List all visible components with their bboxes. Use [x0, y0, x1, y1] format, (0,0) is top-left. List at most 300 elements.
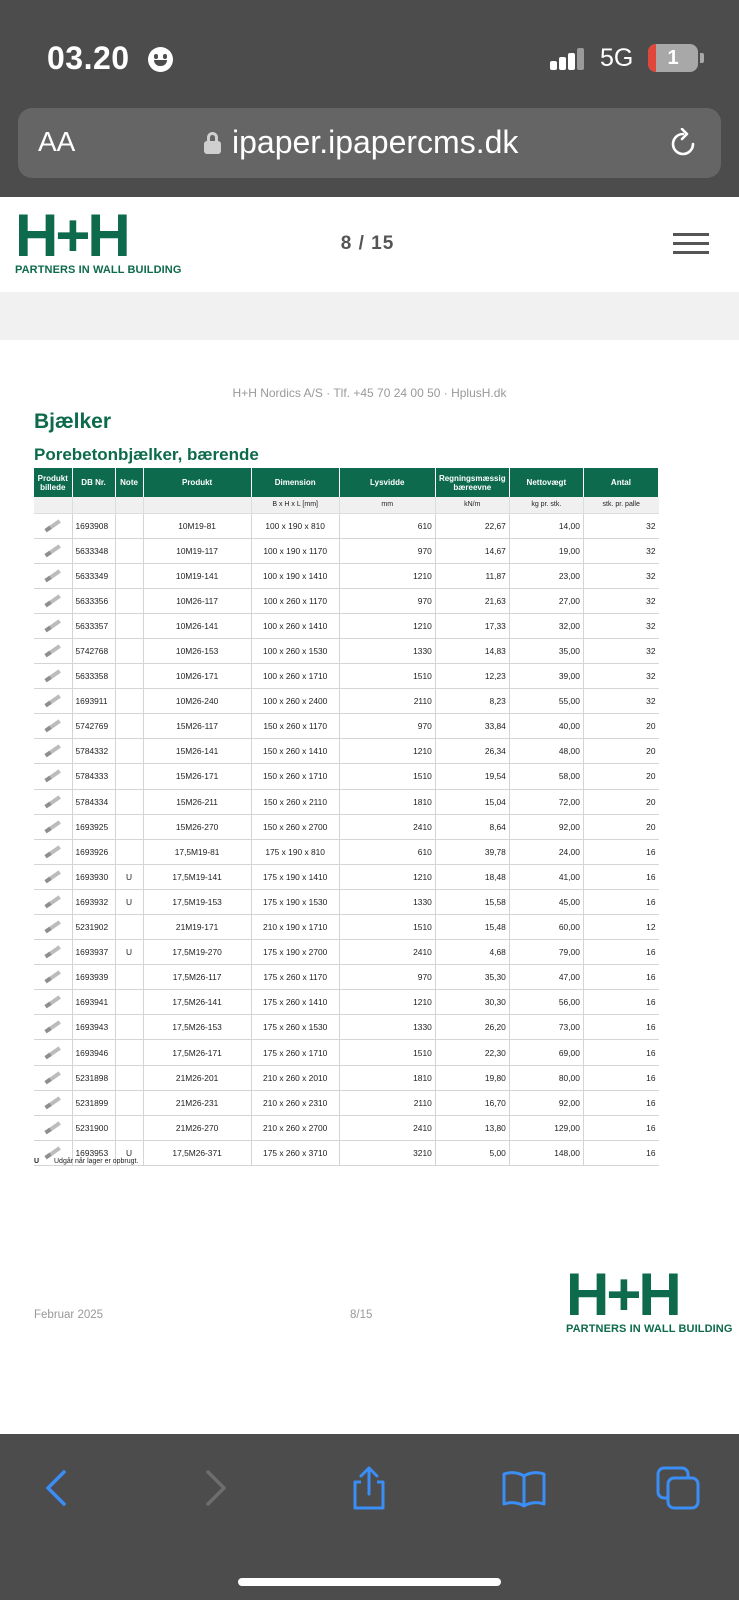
note-cell [115, 638, 143, 663]
table-row [34, 664, 659, 689]
quantity-cell: 32 [583, 513, 658, 538]
capacity-cell: 15,48 [435, 915, 509, 940]
battery-tip [700, 53, 704, 63]
hh-logo[interactable] [15, 202, 182, 276]
note-cell [115, 839, 143, 864]
capacity-cell: 39,78 [435, 839, 509, 864]
db-number-cell: 1693932 [72, 889, 115, 914]
unit-cell [115, 497, 143, 513]
table-row [34, 613, 659, 638]
dimension-cell: 175 x 190 x 1410 [251, 864, 339, 889]
product-image-cell [34, 764, 72, 789]
db-number-cell: 5231902 [72, 915, 115, 940]
quantity-cell: 20 [583, 714, 658, 739]
viewer-gap [0, 292, 739, 340]
dimension-cell: 150 x 260 x 2110 [251, 789, 339, 814]
dimension-cell: 175 x 260 x 1170 [251, 965, 339, 990]
product-cell: 15M26-171 [143, 764, 251, 789]
quantity-cell: 32 [583, 538, 658, 563]
product-image-cell [34, 864, 72, 889]
capacity-cell: 30,30 [435, 990, 509, 1015]
text-size-button[interactable]: AA [38, 126, 76, 157]
product-cell: 10M26-141 [143, 613, 251, 638]
capacity-cell: 19,54 [435, 764, 509, 789]
quantity-cell: 16 [583, 889, 658, 914]
footer-date: Februar 2025 [34, 1309, 104, 1321]
beam-thumbnail-icon [45, 544, 61, 556]
db-number-cell: 1693926 [72, 839, 115, 864]
span-cell: 1330 [339, 889, 435, 914]
table-row [34, 538, 659, 563]
dimension-cell: 100 x 190 x 810 [251, 513, 339, 538]
table-row [34, 1065, 659, 1090]
product-cell: 15M26-117 [143, 714, 251, 739]
span-cell: 610 [339, 839, 435, 864]
product-image-cell [34, 689, 72, 714]
quantity-cell: 16 [583, 839, 658, 864]
capacity-cell: 33,84 [435, 714, 509, 739]
focus-face-icon [148, 47, 173, 72]
dimension-cell: 100 x 260 x 1710 [251, 664, 339, 689]
dimension-cell: 210 x 260 x 2310 [251, 1090, 339, 1115]
weight-cell: 92,00 [509, 1090, 583, 1115]
quantity-cell: 16 [583, 1015, 658, 1040]
db-number-cell: 5231900 [72, 1115, 115, 1140]
network-type: 5G [600, 44, 634, 72]
dimension-cell: 210 x 260 x 2700 [251, 1115, 339, 1140]
product-cell: 10M26-117 [143, 588, 251, 613]
table-row [34, 513, 659, 538]
unit-cell [34, 497, 72, 513]
table-row [34, 739, 659, 764]
dimension-cell: 150 x 260 x 2700 [251, 814, 339, 839]
span-cell: 1210 [339, 739, 435, 764]
weight-cell: 55,00 [509, 689, 583, 714]
product-cell: 10M26-153 [143, 638, 251, 663]
note-cell [115, 1065, 143, 1090]
beam-thumbnail-icon [45, 519, 61, 531]
product-image-cell [34, 538, 72, 563]
share-icon[interactable] [347, 1466, 391, 1510]
products-table [34, 468, 659, 1166]
dimension-cell: 150 x 260 x 1710 [251, 764, 339, 789]
span-cell: 3210 [339, 1140, 435, 1165]
beam-thumbnail-icon [45, 820, 61, 832]
span-cell: 1510 [339, 915, 435, 940]
product-image-cell [34, 889, 72, 914]
note-cell [115, 563, 143, 588]
table-row [34, 1015, 659, 1040]
db-number-cell: 1693925 [72, 814, 115, 839]
beam-thumbnail-icon [45, 1096, 61, 1108]
beam-thumbnail-icon [45, 845, 61, 857]
weight-cell: 69,00 [509, 1040, 583, 1065]
footer-logo [566, 1261, 733, 1335]
table-row [34, 689, 659, 714]
battery-icon [648, 44, 698, 72]
span-cell: 1210 [339, 990, 435, 1015]
footer-page: 8/15 [350, 1309, 373, 1321]
dimension-cell: 100 x 260 x 2400 [251, 689, 339, 714]
beam-thumbnail-icon [45, 594, 61, 606]
table-body [34, 513, 659, 1165]
quantity-cell: 16 [583, 864, 658, 889]
capacity-cell: 22,67 [435, 513, 509, 538]
dimension-cell: 175 x 190 x 1530 [251, 889, 339, 914]
capacity-cell: 16,70 [435, 1090, 509, 1115]
dimension-cell: 210 x 190 x 1710 [251, 915, 339, 940]
dimension-cell: 175 x 260 x 1530 [251, 1015, 339, 1040]
page-indicator: 8 / 15 [340, 233, 395, 254]
table-row [34, 789, 659, 814]
db-number-cell: 5784333 [72, 764, 115, 789]
beam-thumbnail-icon [45, 870, 61, 882]
contact-line: H+H Nordics A/S · Tlf. +45 70 24 00 50 · HplusH.dk [232, 386, 507, 400]
product-image-cell [34, 915, 72, 940]
product-image-cell [34, 638, 72, 663]
dimension-cell: 210 x 260 x 2010 [251, 1065, 339, 1090]
unit-cell [143, 497, 251, 513]
db-number-cell: 1693941 [72, 990, 115, 1015]
hamburger-menu-icon[interactable] [673, 233, 709, 255]
quantity-cell: 16 [583, 965, 658, 990]
capacity-cell: 22,30 [435, 1040, 509, 1065]
weight-cell: 24,00 [509, 839, 583, 864]
weight-cell: 58,00 [509, 764, 583, 789]
unit-cell: mm [339, 497, 435, 513]
note-cell [115, 1090, 143, 1115]
weight-cell: 72,00 [509, 789, 583, 814]
home-indicator [238, 1578, 501, 1586]
weight-cell: 47,00 [509, 965, 583, 990]
unit-cell: stk. pr. palle [583, 497, 658, 513]
product-image-cell [34, 563, 72, 588]
span-cell: 1330 [339, 638, 435, 663]
dimension-cell: 100 x 260 x 1170 [251, 588, 339, 613]
note-cell: U [115, 940, 143, 965]
product-cell: 17,5M26-117 [143, 965, 251, 990]
dimension-cell: 150 x 260 x 1170 [251, 714, 339, 739]
weight-cell: 79,00 [509, 940, 583, 965]
db-number-cell: 5231898 [72, 1065, 115, 1090]
note-cell [115, 1015, 143, 1040]
product-image-cell [34, 990, 72, 1015]
product-cell: 17,5M26-153 [143, 1015, 251, 1040]
weight-cell: 14,00 [509, 513, 583, 538]
beam-thumbnail-icon [45, 1046, 61, 1058]
weight-cell: 45,00 [509, 889, 583, 914]
capacity-cell: 17,33 [435, 613, 509, 638]
note-cell [115, 990, 143, 1015]
capacity-cell: 26,34 [435, 739, 509, 764]
table-row [34, 638, 659, 663]
beam-thumbnail-icon [45, 569, 61, 581]
weight-cell: 92,00 [509, 814, 583, 839]
col-header-weight: Nettovægt [509, 468, 583, 497]
db-number-cell: 1693946 [72, 1040, 115, 1065]
table-units-row [34, 497, 659, 513]
quantity-cell: 16 [583, 940, 658, 965]
product-image-cell [34, 940, 72, 965]
quantity-cell: 32 [583, 563, 658, 588]
product-image-cell [34, 789, 72, 814]
product-cell: 17,5M19-153 [143, 889, 251, 914]
db-number-cell: 1693953 [72, 1140, 115, 1165]
db-number-cell: 5633349 [72, 563, 115, 588]
col-header-product: Produkt [143, 468, 251, 497]
note-cell [115, 538, 143, 563]
quantity-cell: 16 [583, 1040, 658, 1065]
product-image-cell [34, 1090, 72, 1115]
capacity-cell: 5,00 [435, 1140, 509, 1165]
col-header-note: Note [115, 468, 143, 497]
beam-thumbnail-icon [45, 1146, 61, 1158]
capacity-cell: 19,80 [435, 1065, 509, 1090]
quantity-cell: 32 [583, 689, 658, 714]
weight-cell: 41,00 [509, 864, 583, 889]
table-row [34, 889, 659, 914]
quantity-cell: 16 [583, 1140, 658, 1165]
capacity-cell: 14,67 [435, 538, 509, 563]
document-page [0, 340, 739, 1434]
table-row [34, 588, 659, 613]
weight-cell: 129,00 [509, 1115, 583, 1140]
span-cell: 1210 [339, 864, 435, 889]
capacity-cell: 15,04 [435, 789, 509, 814]
table-row [34, 714, 659, 739]
quantity-cell: 16 [583, 990, 658, 1015]
beam-thumbnail-icon [45, 1071, 61, 1083]
product-image-cell [34, 739, 72, 764]
url-text[interactable]: ipaper.ipapercms.dk [232, 124, 519, 160]
capacity-cell: 18,48 [435, 864, 509, 889]
db-number-cell: 5633357 [72, 613, 115, 638]
span-cell: 1210 [339, 613, 435, 638]
url-field[interactable] [18, 108, 721, 178]
span-cell: 1510 [339, 1040, 435, 1065]
table-row [34, 990, 659, 1015]
db-number-cell: 1693937 [72, 940, 115, 965]
weight-cell: 35,00 [509, 638, 583, 663]
product-cell: 15M26-141 [143, 739, 251, 764]
span-cell: 1810 [339, 789, 435, 814]
table-row [34, 864, 659, 889]
table-row [34, 563, 659, 588]
span-cell: 1330 [339, 1015, 435, 1040]
table-row [34, 1040, 659, 1065]
capacity-cell: 13,80 [435, 1115, 509, 1140]
browser-toolbar [0, 1434, 739, 1600]
quantity-cell: 32 [583, 613, 658, 638]
weight-cell: 148,00 [509, 1140, 583, 1165]
col-header-quantity: Antal [583, 468, 658, 497]
col-header-span: Lysvidde [339, 468, 435, 497]
capacity-cell: 12,23 [435, 664, 509, 689]
footer-logo-mark: H+H [566, 1261, 679, 1328]
dimension-cell: 175 x 260 x 1410 [251, 990, 339, 1015]
beam-thumbnail-icon [45, 945, 61, 957]
product-image-cell [34, 588, 72, 613]
note-cell [115, 814, 143, 839]
product-cell: 21M26-231 [143, 1090, 251, 1115]
quantity-cell: 20 [583, 789, 658, 814]
beam-thumbnail-icon [45, 644, 61, 656]
dimension-cell: 175 x 260 x 1710 [251, 1040, 339, 1065]
product-image-cell [34, 513, 72, 538]
note-cell [115, 764, 143, 789]
note-cell [115, 739, 143, 764]
capacity-cell: 14,83 [435, 638, 509, 663]
note-cell [115, 915, 143, 940]
db-number-cell: 1693939 [72, 965, 115, 990]
weight-cell: 23,00 [509, 563, 583, 588]
product-cell: 15M26-270 [143, 814, 251, 839]
col-header-image: Produkt billede [34, 468, 72, 497]
product-cell: 21M19-171 [143, 915, 251, 940]
db-number-cell: 5742769 [72, 714, 115, 739]
db-number-cell: 5633356 [72, 588, 115, 613]
span-cell: 1510 [339, 664, 435, 689]
dimension-cell: 100 x 190 x 1170 [251, 538, 339, 563]
battery-level: 1 [667, 47, 679, 69]
bookmarks-icon[interactable] [502, 1466, 546, 1510]
table-row [34, 814, 659, 839]
product-cell: 17,5M26-171 [143, 1040, 251, 1065]
note-cell [115, 714, 143, 739]
reload-icon[interactable] [668, 128, 698, 158]
section-subtitle: Porebetonbjælker, bærende [34, 445, 259, 464]
product-cell: 17,5M19-81 [143, 839, 251, 864]
weight-cell: 32,00 [509, 613, 583, 638]
table-row [34, 839, 659, 864]
tabs-icon[interactable] [656, 1466, 700, 1510]
db-number-cell: 5742768 [72, 638, 115, 663]
product-cell: 10M26-171 [143, 664, 251, 689]
product-image-cell [34, 613, 72, 638]
forward-icon[interactable] [192, 1466, 236, 1510]
product-image-cell [34, 1015, 72, 1040]
product-image-cell [34, 839, 72, 864]
note-cell: U [115, 1140, 143, 1165]
span-cell: 2110 [339, 689, 435, 714]
logo-mark: H+H [15, 202, 128, 269]
span-cell: 970 [339, 538, 435, 563]
dimension-cell: 175 x 260 x 3710 [251, 1140, 339, 1165]
product-cell: 10M26-240 [143, 689, 251, 714]
signal-icon [550, 48, 586, 70]
unit-cell [72, 497, 115, 513]
weight-cell: 73,00 [509, 1015, 583, 1040]
db-number-cell: 5633348 [72, 538, 115, 563]
table-row [34, 915, 659, 940]
product-image-cell [34, 1115, 72, 1140]
dimension-cell: 100 x 190 x 1410 [251, 563, 339, 588]
quantity-cell: 12 [583, 915, 658, 940]
status-time: 03.20 [47, 40, 130, 76]
weight-cell: 27,00 [509, 588, 583, 613]
db-number-cell: 5231899 [72, 1090, 115, 1115]
quantity-cell: 20 [583, 739, 658, 764]
capacity-cell: 21,63 [435, 588, 509, 613]
weight-cell: 40,00 [509, 714, 583, 739]
beam-thumbnail-icon [45, 970, 61, 982]
beam-thumbnail-icon [45, 995, 61, 1007]
note-cell [115, 789, 143, 814]
product-cell: 21M26-270 [143, 1115, 251, 1140]
product-image-cell [34, 1040, 72, 1065]
capacity-cell: 8,23 [435, 689, 509, 714]
capacity-cell: 35,30 [435, 965, 509, 990]
product-image-cell [34, 664, 72, 689]
dimension-cell: 100 x 260 x 1530 [251, 638, 339, 663]
db-number-cell: 5784334 [72, 789, 115, 814]
col-header-capacity: Regningsmæssig bæreevne [435, 468, 509, 497]
col-header-dimension: Dimension [251, 468, 339, 497]
beam-thumbnail-icon [45, 769, 61, 781]
db-number-cell: 5633358 [72, 664, 115, 689]
product-cell: 17,5M26-141 [143, 990, 251, 1015]
capacity-cell: 26,20 [435, 1015, 509, 1040]
unit-cell: B x H x L [mm] [251, 497, 339, 513]
viewer-header [0, 197, 739, 292]
product-cell: 10M19-117 [143, 538, 251, 563]
span-cell: 970 [339, 588, 435, 613]
span-cell: 1210 [339, 563, 435, 588]
status-bar [0, 0, 739, 100]
db-number-cell: 1693930 [72, 864, 115, 889]
weight-cell: 48,00 [509, 739, 583, 764]
product-cell: 17,5M26-371 [143, 1140, 251, 1165]
unit-cell: kg pr. stk. [509, 497, 583, 513]
capacity-cell: 11,87 [435, 563, 509, 588]
table-row [34, 764, 659, 789]
span-cell: 970 [339, 965, 435, 990]
db-number-cell: 5784332 [72, 739, 115, 764]
page-title: Bjælker [34, 410, 112, 433]
beam-thumbnail-icon [45, 619, 61, 631]
dimension-cell: 150 x 260 x 1410 [251, 739, 339, 764]
legend [34, 1158, 138, 1165]
quantity-cell: 16 [583, 1115, 658, 1140]
back-icon[interactable] [36, 1466, 80, 1510]
table-row [34, 1090, 659, 1115]
beam-thumbnail-icon [45, 795, 61, 807]
product-image-cell [34, 965, 72, 990]
legend-key: U [34, 1158, 40, 1165]
product-cell: 10M19-81 [143, 513, 251, 538]
beam-thumbnail-icon [45, 694, 61, 706]
dimension-cell: 100 x 260 x 1410 [251, 613, 339, 638]
note-cell: U [115, 889, 143, 914]
beam-thumbnail-icon [45, 719, 61, 731]
note-cell [115, 664, 143, 689]
weight-cell: 80,00 [509, 1065, 583, 1090]
address-bar [0, 100, 739, 197]
span-cell: 1810 [339, 1065, 435, 1090]
product-image-cell [34, 814, 72, 839]
product-cell: 15M26-211 [143, 789, 251, 814]
legend-text: Udgår når lager er opbrugt. [54, 1158, 139, 1165]
dimension-cell: 175 x 190 x 2700 [251, 940, 339, 965]
quantity-cell: 20 [583, 764, 658, 789]
beam-thumbnail-icon [45, 895, 61, 907]
table-row [34, 965, 659, 990]
quantity-cell: 32 [583, 664, 658, 689]
note-cell [115, 965, 143, 990]
quantity-cell: 20 [583, 814, 658, 839]
weight-cell: 60,00 [509, 915, 583, 940]
note-cell [115, 613, 143, 638]
